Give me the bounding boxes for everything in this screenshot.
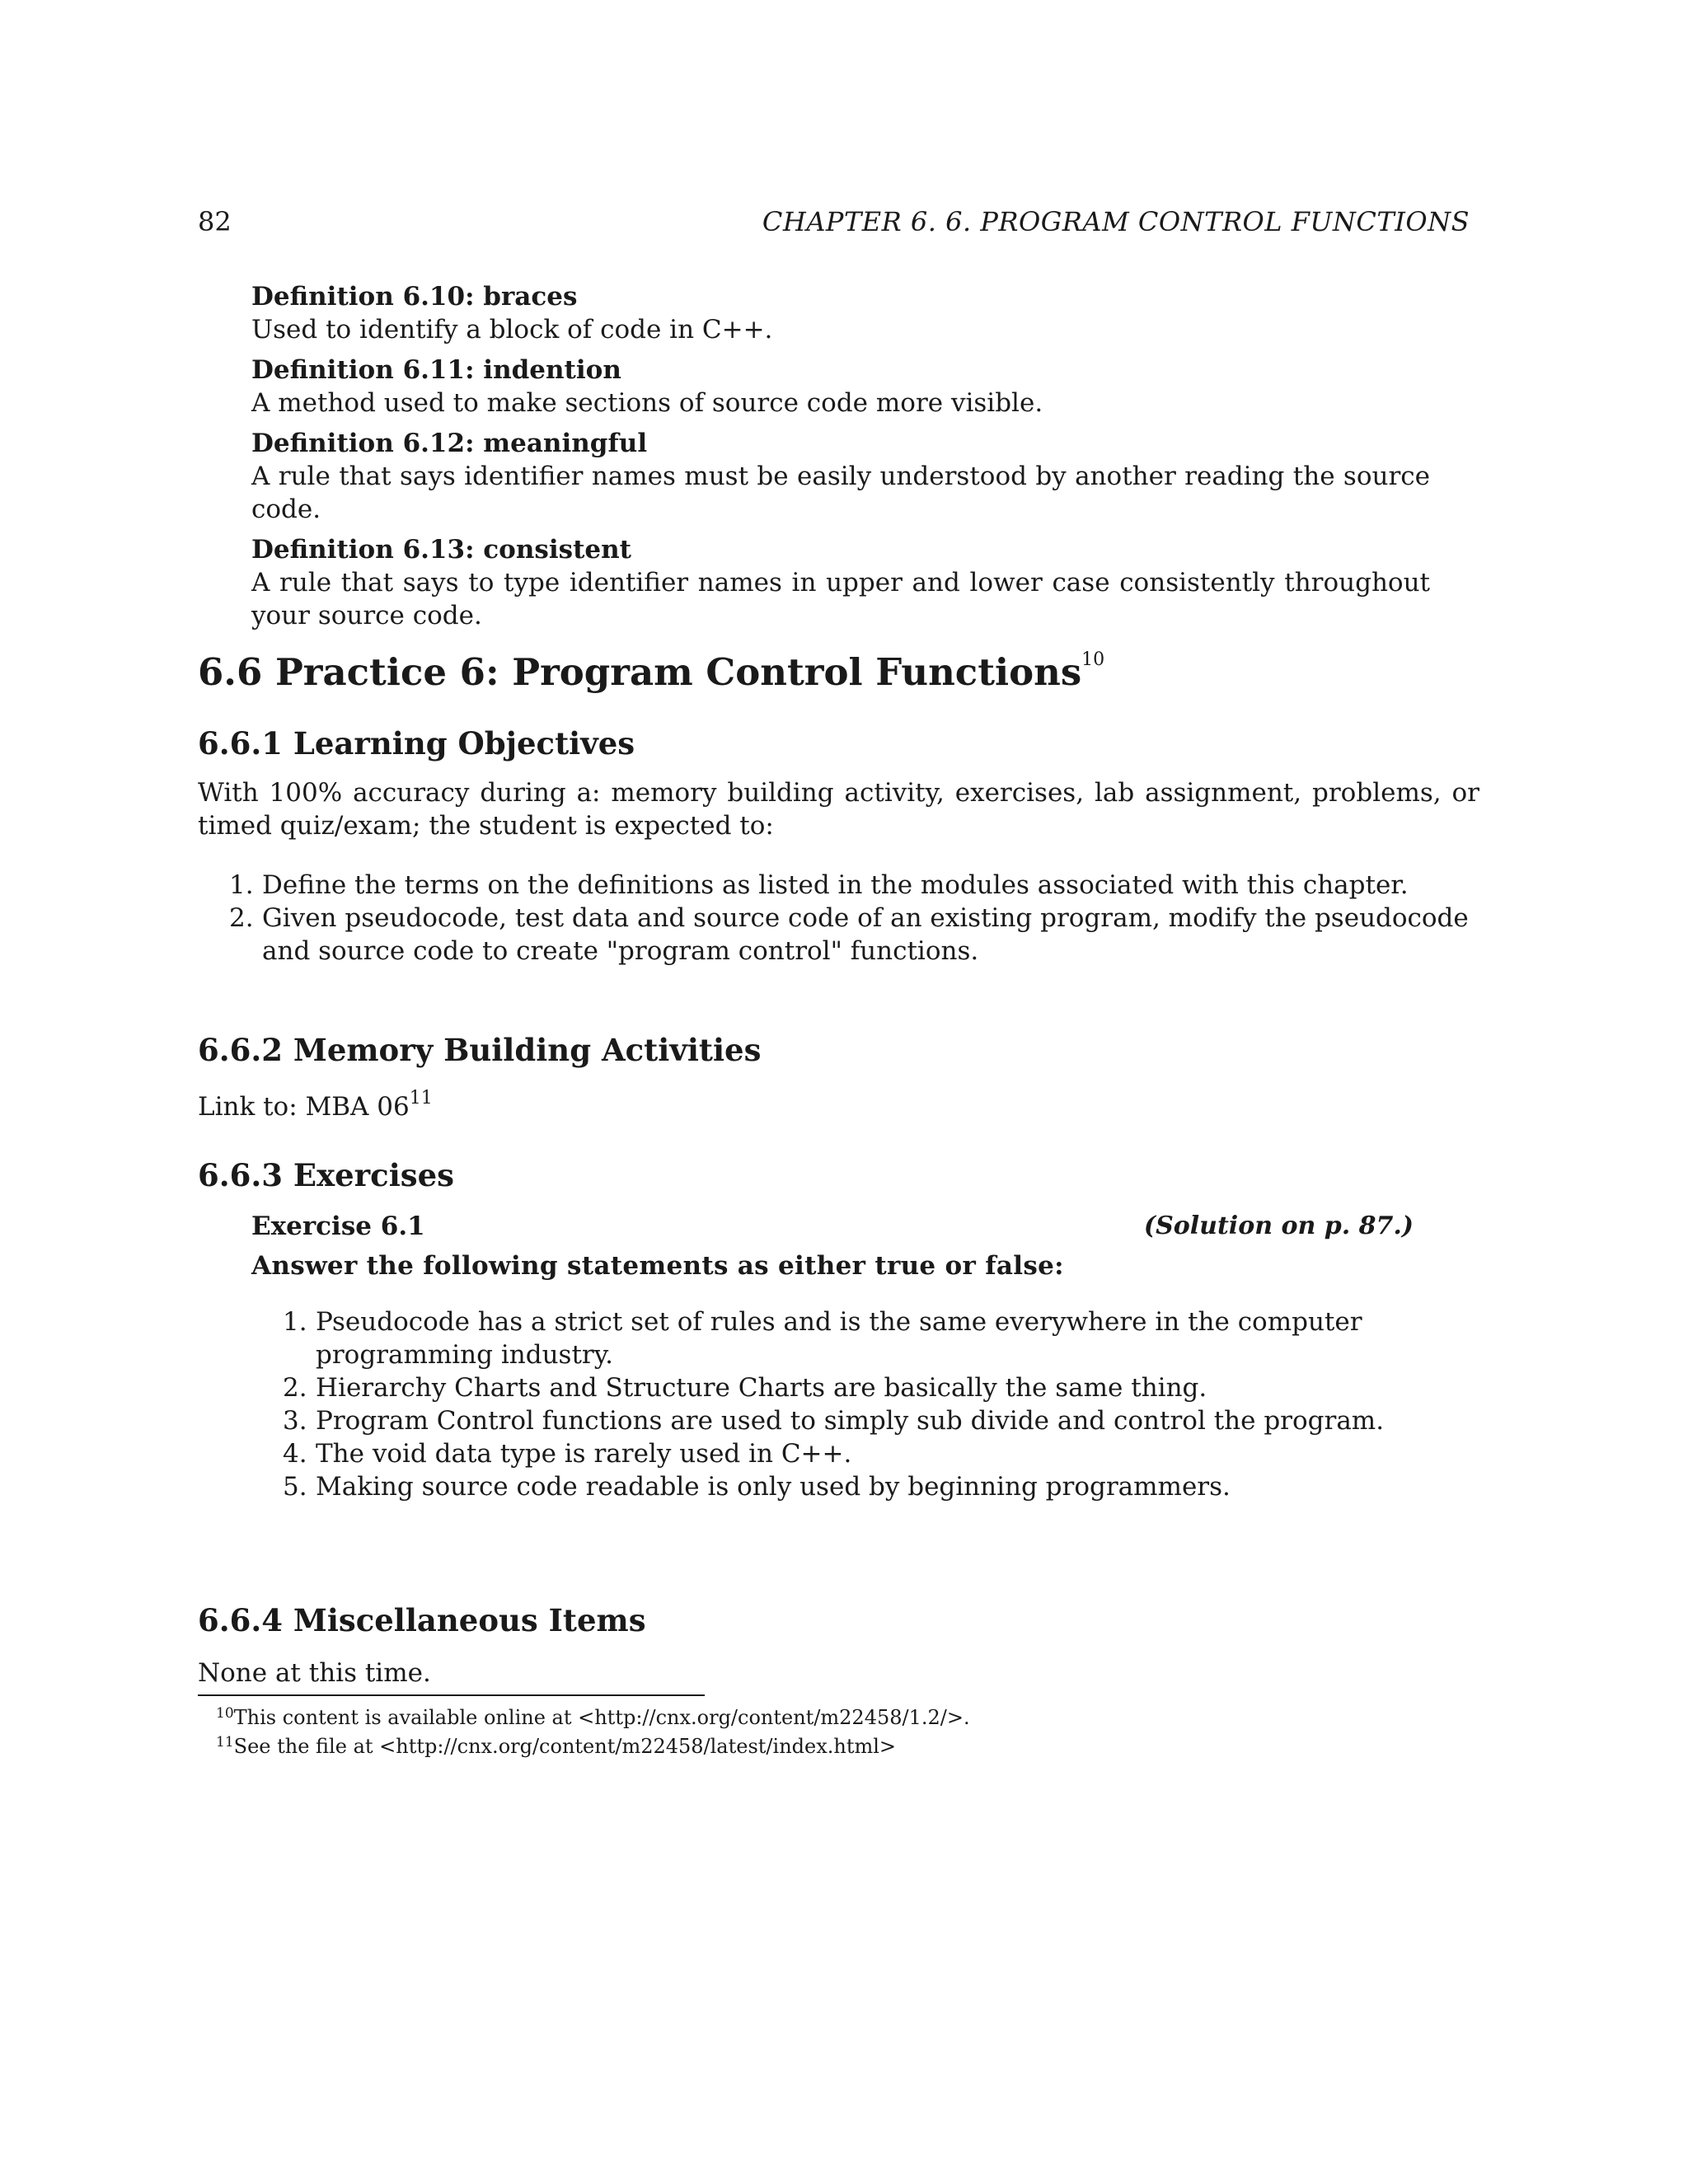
list-number: 5. (283, 1472, 307, 1502)
exercise-prompt: Answer the following statements as either true or false: (251, 1251, 1064, 1281)
list-item (283, 1470, 1420, 1503)
footnote-ref-10[interactable]: 10 (1081, 649, 1105, 670)
list-item (283, 1437, 1420, 1470)
list-number: 1. (283, 1307, 307, 1337)
list-number: 1. (229, 870, 254, 900)
footnote-number: 10 (216, 1705, 234, 1722)
definition-item (251, 280, 1430, 346)
objectives-intro: With 100% accuracy during a: memory building activity, exercises, lab assignment, problems, or timed quiz/exam; the student is expected to: (198, 778, 1479, 841)
list-item-text: Hierarchy Charts and Structure Charts are basically the same thing. (316, 1373, 1207, 1403)
footnote-divider (198, 1694, 705, 1696)
page-number: 82 (198, 206, 232, 237)
misc-heading: 6.6.4 Miscellaneous Items (198, 1602, 646, 1638)
list-item-text: Define the terms on the definitions as listed in the modules associated with this chapter. (262, 870, 1409, 900)
running-header: CHAPTER 6. 6. PROGRAM CONTROL FUNCTIONS (762, 206, 1470, 237)
mba-link-text[interactable]: Link to: MBA 06 (198, 1092, 410, 1122)
section-title (198, 649, 1104, 694)
memory-heading: 6.6.2 Memory Building Activities (198, 1032, 762, 1068)
footnote-number: 11 (216, 1734, 234, 1750)
definition-term: Definition 6.11: indention (251, 355, 621, 385)
footnotes (216, 1701, 970, 1759)
list-number: 3. (283, 1406, 307, 1436)
footnote-item (216, 1730, 970, 1759)
definition-term: Definition 6.12: meaningful (251, 429, 648, 458)
footnote-text[interactable]: See the file at <http://cnx.org/content/m22458/latest/index.html> (233, 1735, 897, 1758)
footnote-text[interactable]: This content is available online at <http://cnx.org/content/m22458/1.2/>. (233, 1706, 970, 1729)
list-item-text: Pseudocode has a strict set of rules and is the same everywhere in the computer programming industry. (316, 1307, 1362, 1370)
definition-text: A rule that says to type identifier names in upper and lower case consistently throughout your source code. (251, 568, 1430, 630)
footnote-item (216, 1701, 970, 1730)
list-item (229, 902, 1479, 968)
misc-text: None at this time. (198, 1658, 431, 1688)
definition-text: A rule that says identifier names must be easily understood by another reading the source code. (251, 462, 1430, 524)
definition-item (251, 354, 1430, 419)
exercises-heading: 6.6.3 Exercises (198, 1157, 454, 1193)
definition-item (251, 533, 1430, 632)
list-item-text: Program Control functions are used to simply sub divide and control the program. (316, 1406, 1385, 1436)
solution-link[interactable]: (Solution on p. 87.) (1143, 1212, 1414, 1240)
objectives-heading: 6.6.1 Learning Objectives (198, 725, 635, 762)
exercise-title: Exercise 6.1 (251, 1212, 425, 1241)
list-number: 2. (283, 1373, 307, 1403)
definition-term: Definition 6.13: consistent (251, 535, 631, 565)
list-item (283, 1305, 1420, 1371)
definitions-block (251, 280, 1430, 640)
list-item-text: The void data type is rarely used in C++. (316, 1439, 852, 1469)
mba-link[interactable] (198, 1088, 433, 1122)
definition-item (251, 427, 1430, 526)
exercise-list (283, 1305, 1420, 1503)
list-item-text: Making source code readable is only used by beginning programmers. (316, 1472, 1231, 1502)
definition-text: A method used to make sections of source code more visible. (251, 388, 1043, 418)
list-item-text: Given pseudocode, test data and source code of an existing program, modify the pseudocode and source code to create "program control" functions. (262, 903, 1469, 966)
list-item (283, 1371, 1420, 1404)
objectives-list (229, 869, 1479, 968)
list-number: 2. (229, 903, 254, 933)
list-item (229, 869, 1479, 902)
footnote-ref-11[interactable]: 11 (409, 1088, 433, 1108)
list-number: 4. (283, 1439, 307, 1469)
definition-text: Used to identify a block of code in C++. (251, 315, 773, 344)
section-title-text: 6.6 Practice 6: Program Control Functions (198, 650, 1082, 694)
definition-term: Definition 6.10: braces (251, 282, 578, 312)
list-item (283, 1404, 1420, 1437)
